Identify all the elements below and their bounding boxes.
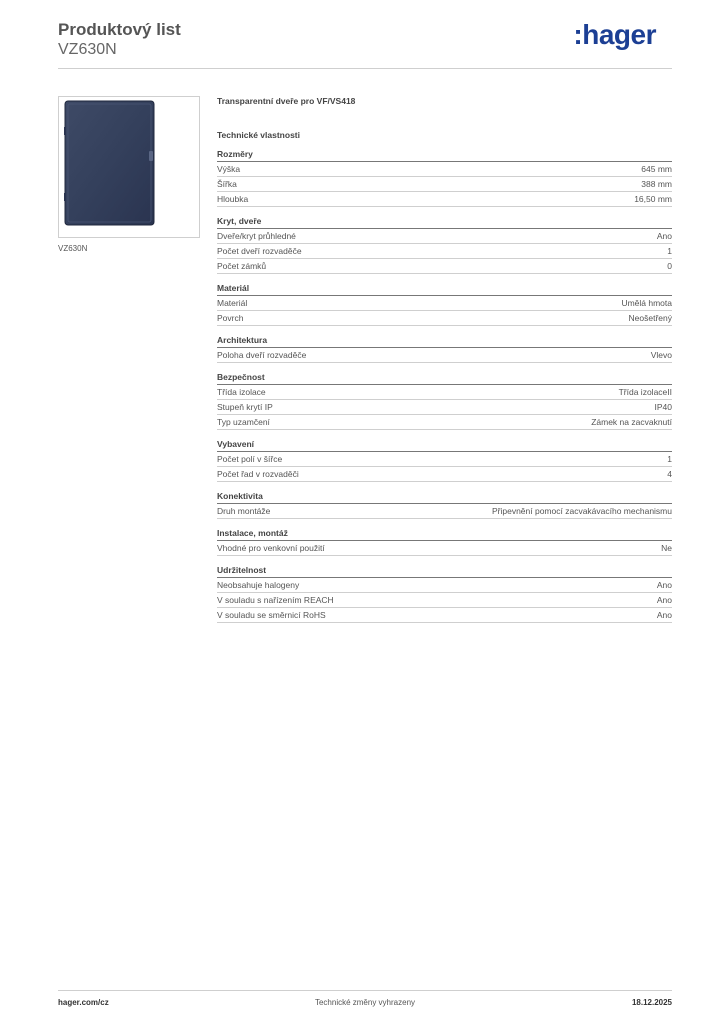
spec-row: [217, 415, 672, 430]
spec-label: Poloha dveří rozvaděče: [217, 350, 307, 360]
header-divider: [58, 68, 672, 69]
spec-value: Neošetřený: [628, 313, 672, 323]
page-footer: [58, 990, 672, 1007]
spec-value: Třída izolaceII: [618, 387, 672, 397]
section-title: Materiál: [217, 282, 672, 296]
spec-row: [217, 192, 672, 207]
section-instalace-montaz: [217, 527, 672, 556]
page-title: Produktový list: [58, 20, 181, 39]
spec-label: Dveře/kryt průhledné: [217, 231, 296, 241]
spec-row: [217, 541, 672, 556]
section-architektura: [217, 334, 672, 363]
section-kryt-dvere: [217, 215, 672, 274]
hager-logo[interactable]: :hager: [573, 19, 656, 50]
footer-date: 18.12.2025: [631, 998, 672, 1007]
spec-label: Výška: [217, 164, 241, 174]
spec-content: [217, 95, 672, 631]
spec-label: Neobsahuje halogeny: [217, 580, 300, 590]
spec-value: 0: [667, 261, 672, 271]
spec-row: [217, 177, 672, 192]
spec-label: Počet dveří rozvaděče: [217, 246, 302, 256]
spec-value: 4: [667, 469, 672, 479]
spec-value: Ano: [656, 231, 672, 241]
spec-row: [217, 578, 672, 593]
product-image: [58, 96, 200, 238]
spec-row: [217, 385, 672, 400]
spec-value: Umělá hmota: [621, 298, 672, 308]
spec-value: 1: [667, 454, 672, 464]
spec-label: Šířka: [217, 179, 237, 189]
spec-row: [217, 229, 672, 244]
spec-label: Třída izolace: [217, 387, 266, 397]
spec-value: Ano: [656, 610, 672, 620]
spec-label: Druh montáže: [217, 506, 271, 516]
section-title: Kryt, dveře: [217, 215, 672, 229]
section-title: Vybavení: [217, 438, 672, 452]
spec-row: [217, 504, 672, 519]
tech-heading: Technické vlastnosti: [217, 130, 300, 140]
spec-label: Počet řad v rozvaděči: [217, 469, 299, 479]
spec-value: Zámek na zacvaknutí: [591, 417, 672, 427]
spec-value: 388 mm: [641, 179, 672, 189]
page-header: [58, 20, 672, 68]
spec-label: Povrch: [217, 313, 244, 323]
spec-label: Hloubka: [217, 194, 249, 204]
spec-value: Ne: [661, 543, 672, 553]
spec-row: [217, 259, 672, 274]
spec-row: [217, 608, 672, 623]
spec-label: V souladu se směrnicí RoHS: [217, 610, 326, 620]
section-material: [217, 282, 672, 326]
section-vybaveni: [217, 438, 672, 482]
spec-value: 645 mm: [641, 164, 672, 174]
section-title: Bezpečnost: [217, 371, 672, 385]
spec-label: Počet zámků: [217, 261, 267, 271]
image-caption: VZ630N: [58, 244, 88, 253]
product-code: VZ630N: [58, 41, 117, 58]
section-bezpecnost: [217, 371, 672, 430]
spec-value: 16,50 mm: [634, 194, 672, 204]
spec-label: V souladu s nařízením REACH: [217, 595, 334, 605]
spec-row: [217, 348, 672, 363]
spec-row: [217, 244, 672, 259]
product-description: Transparentní dveře pro VF/VS418: [217, 96, 356, 106]
spec-row: [217, 296, 672, 311]
section-title: Instalace, montáž: [217, 527, 672, 541]
section-konektivita: [217, 490, 672, 519]
spec-label: Počet polí v šířce: [217, 454, 283, 464]
spec-label: Vhodné pro venkovní použití: [217, 543, 325, 553]
spec-value: Vlevo: [650, 350, 672, 360]
spec-value: Ano: [656, 595, 672, 605]
spec-row: [217, 311, 672, 326]
spec-value: IP40: [654, 402, 672, 412]
spec-row: [217, 467, 672, 482]
section-rozmery: [217, 148, 672, 207]
spec-row: [217, 162, 672, 177]
section-udrzitelnost: [217, 564, 672, 623]
footer-website-link[interactable]: hager.com/cz: [58, 998, 109, 1007]
section-title: Rozměry: [217, 148, 672, 162]
spec-label: Typ uzamčení: [217, 417, 270, 427]
spec-value: Ano: [656, 580, 672, 590]
spec-row: [217, 452, 672, 467]
spec-row: [217, 593, 672, 608]
section-title: Architektura: [217, 334, 672, 348]
product-door-illustration: [59, 97, 199, 237]
spec-label: Materiál: [217, 298, 248, 308]
footer-notice: Technické změny vyhrazeny: [314, 998, 416, 1007]
section-title: Konektivita: [217, 490, 672, 504]
section-title: Udržitelnost: [217, 564, 672, 578]
spec-value: 1: [667, 246, 672, 256]
spec-value: Připevnění pomocí zacvakávacího mechanismu: [491, 506, 672, 516]
spec-label: Stupeň krytí IP: [217, 402, 273, 412]
spec-row: [217, 400, 672, 415]
